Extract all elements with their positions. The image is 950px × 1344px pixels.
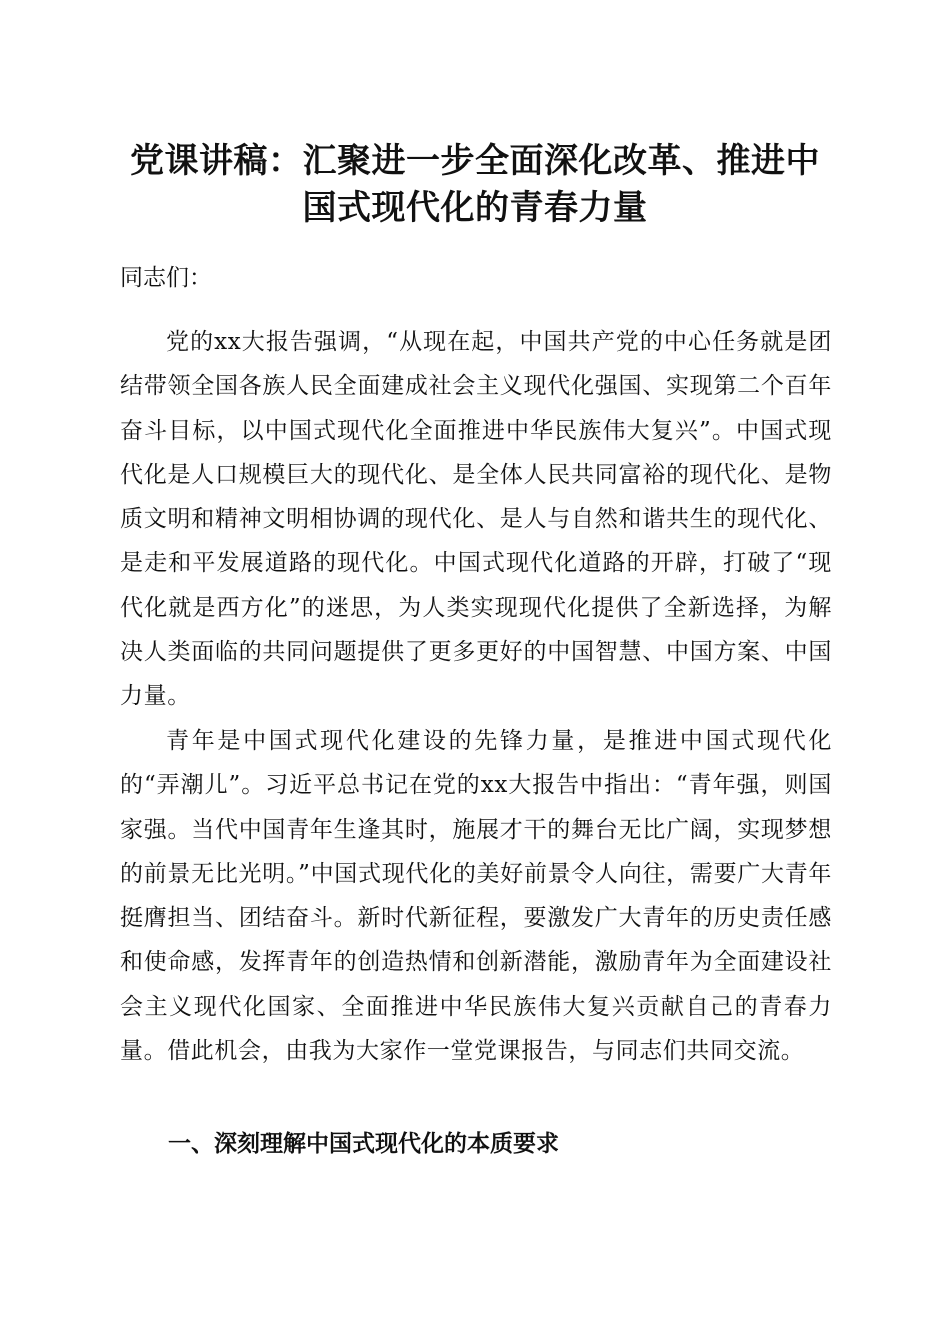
- title-line-1: 党课讲稿：汇聚进一步全面深化改革、推进中: [130, 141, 820, 181]
- section-heading: 一、深刻理解中国式现代化的本质要求: [168, 1131, 559, 1157]
- document-title: [100, 138, 850, 232]
- body-paragraph-1: 党的xx大报告强调，“从现在起，中国共产党的中心任务就是团结带领全国各族人民全面建成社会主义现代化强国、实现第二个百年奋斗目标，以中国式现代化全面推进中华民族伟大复兴”。中国式现代化是人口规模巨大的现代化、是全体人民共同富裕的现代化、是物质文明和精神文明相协调的现代化、是人与自然和谐共生的现代化、是走和平发展道路的现代化。中国式现代化道路的开辟，打破了“现代化就是西方化”的迷思，为人类实现现代化提供了全新选择，为解决人类面临的共同问题提供了更多更好的中国智慧、中国方案、中国力量。: [120, 329, 832, 710]
- body-paragraph-2: 青年是中国式现代化建设的先锋力量，是推进中国式现代化的“弄潮儿”。习近平总书记在党的xx大报告中指出：“青年强，则国家强。当代中国青年生逢其时，施展才干的舞台无比广阔，实现梦想的前景无比光明。”中国式现代化的美好前景令人向往，需要广大青年挺膺担当、团结奋斗。新时代新征程，要激发广大青年的历史责任感和使命感，发挥青年的创造热情和创新潜能，激励青年为全面建设社会主义现代化国家、全面推进中华民族伟大复兴贡献自己的青春力量。借此机会，由我为大家作一堂党课报告，与同志们共同交流。: [120, 728, 832, 1065]
- salutation: 同志们：: [120, 265, 212, 291]
- title-line-2: 国式现代化的青春力量: [302, 188, 648, 228]
